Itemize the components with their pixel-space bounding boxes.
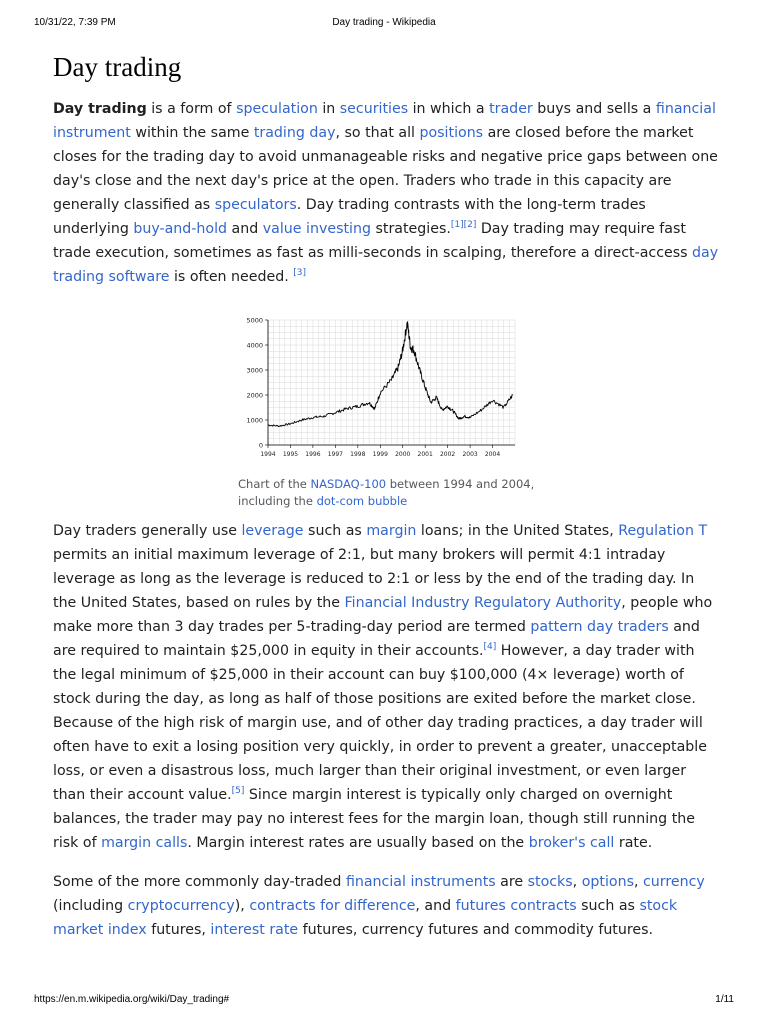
text: and (227, 221, 263, 237)
nasdaq-series-line (268, 322, 513, 427)
intro-paragraph (53, 97, 719, 289)
y-tick-label: 5000 (246, 316, 263, 325)
print-url: https://en.m.wikipedia.org/wiki/Day_trading# (34, 994, 230, 1005)
text: , (633, 874, 643, 890)
page-number: 1/11 (715, 994, 734, 1005)
link-futures-contracts[interactable]: futures contracts (455, 898, 577, 914)
link-securities[interactable]: securities (339, 101, 409, 117)
text: Day traders generally use (53, 523, 242, 539)
link-day-trading-software[interactable]: day trading software (53, 245, 719, 285)
link-positions[interactable]: positions (419, 125, 484, 141)
reference-link[interactable]: [4] (483, 642, 497, 652)
text: (including (53, 898, 128, 914)
figure-caption (238, 476, 538, 510)
print-date: 10/31/22, 7:39 PM (34, 17, 116, 28)
text: , so that all (335, 125, 420, 141)
link-currency[interactable]: currency (643, 874, 705, 890)
link-financial-instrument[interactable]: financial instrument (53, 101, 716, 141)
text: , people who make more than 3 day trades per 5-trading-day period are termed (53, 595, 713, 635)
text: rate. (614, 835, 653, 851)
link-trader[interactable]: trader (489, 101, 533, 117)
y-tick-label: 0 (258, 441, 263, 450)
text: Day trading may require fast trade execution, sometimes as fast as milli-seconds in scalping, therefore a direct-access (53, 221, 693, 261)
text: is often needed. (169, 269, 294, 285)
text: buys and sells a (532, 101, 656, 117)
link-regulation-t[interactable]: Regulation T (618, 523, 708, 539)
text: However, a day trader with the legal minimum of $25,000 in their account can buy $100,000 (4× leverage) worth of stock during the day, as long as half of those positions are exited before the market close. Because of the high risk of margin use, and of other day trading practices, a day trader will often have to exit a losing position very quickly, in order to prevent a greater, unacceptable loss, or even a disastrous loss, much larger than their original investment, or even larger than their account value. (53, 643, 707, 803)
x-tick-label: 1996 (305, 451, 321, 458)
link-options[interactable]: options (581, 874, 634, 890)
reference-link[interactable]: [2] (463, 220, 477, 230)
text: . Margin interest rates are usually based on the (187, 835, 529, 851)
text: between 1994 and 2004, including the (238, 477, 535, 508)
text: such as (303, 523, 367, 539)
text: , and (415, 898, 456, 914)
nasdaq-chart (238, 312, 530, 464)
link-pattern-day-traders[interactable]: pattern day traders (530, 619, 669, 635)
text: are closed before the market closes for the trading day to avoid unmanageable risks and negative price gaps between one day's close and the next day's price at the open. Traders who trade in this capacity are generally classified as (53, 125, 718, 213)
link-financial-instruments[interactable]: financial instruments (345, 874, 496, 890)
text: Chart of the (238, 477, 311, 491)
text: , (572, 874, 582, 890)
link-margin-calls[interactable]: margin calls (101, 835, 188, 851)
y-tick-label: 1000 (246, 416, 263, 425)
text: Since margin interest is typically only charged on overnight balances, the trader may pay no interest fees for the margin loan, though still running the risk of (53, 787, 695, 851)
link-value-investing[interactable]: value investing (262, 221, 371, 237)
link-interest-rate[interactable]: interest rate (210, 922, 299, 938)
link-nasdaq-100[interactable]: NASDAQ-100 (310, 477, 387, 491)
y-tick-label: 4000 (246, 341, 263, 350)
text: Some of the more commonly day-traded (53, 874, 346, 890)
reference-link[interactable]: [3] (293, 268, 307, 278)
reference-1[interactable] (451, 220, 464, 230)
text: within the same (130, 125, 254, 141)
text: futures, currency futures and commodity futures. (298, 922, 654, 938)
link-speculators[interactable]: speculators (214, 197, 297, 213)
link-brokers-call[interactable]: broker's call (528, 835, 615, 851)
text: permits an initial maximum leverage of 2:1, but many brokers will permit 4:1 intraday leverage as long as the leverage is reduced to 2:1 or less by the end of the trading day. In the United States, based on rules by the (53, 547, 695, 611)
bold-term: Day trading (53, 101, 147, 117)
y-tick-label: 2000 (246, 391, 263, 400)
x-tick-label: 1995 (282, 451, 299, 458)
print-title: Day trading - Wikipedia (332, 17, 436, 28)
x-tick-label: 1998 (350, 451, 366, 458)
link-cryptocurrency[interactable]: cryptocurrency (127, 898, 235, 914)
reference-4[interactable] (484, 642, 497, 652)
x-tick-label: 2003 (462, 451, 478, 458)
link-trading-day[interactable]: trading day (253, 125, 336, 141)
link-margin[interactable]: margin (366, 523, 417, 539)
x-tick-label: 1994 (260, 451, 276, 458)
text: futures, (146, 922, 211, 938)
leverage-paragraph (53, 519, 719, 855)
page-title: Day trading (53, 52, 182, 82)
reference-link[interactable]: [1] (450, 220, 464, 230)
link-buy-and-hold[interactable]: buy-and-hold (133, 221, 228, 237)
x-tick-label: 1999 (372, 451, 388, 458)
reference-5[interactable] (232, 786, 245, 796)
nasdaq-chart-figure[interactable] (238, 312, 530, 464)
reference-3[interactable] (293, 268, 306, 278)
text: ), (234, 898, 250, 914)
x-tick-label: 2000 (395, 451, 411, 458)
text: are (495, 874, 528, 890)
reference-2[interactable] (464, 220, 477, 230)
x-tick-label: 2004 (484, 451, 501, 458)
link-finra[interactable]: Financial Industry Regulatory Authority (344, 595, 622, 611)
link-dot-com-bubble[interactable]: dot-com bubble (316, 494, 408, 508)
y-tick-label: 3000 (246, 366, 263, 375)
text: is a form of (146, 101, 237, 117)
link-leverage[interactable]: leverage (241, 523, 304, 539)
x-tick-label: 2001 (417, 451, 433, 458)
instruments-paragraph (53, 870, 719, 942)
link-stock-market-index[interactable]: stock market index (53, 898, 678, 938)
text: . Day trading contrasts with the long-term trades underlying (53, 197, 646, 237)
link-speculation[interactable]: speculation (236, 101, 318, 117)
link-contracts-for-difference[interactable]: contracts for difference (249, 898, 416, 914)
text: in (317, 101, 340, 117)
x-tick-label: 1997 (327, 451, 344, 458)
text: such as (576, 898, 640, 914)
text: and are required to maintain $25,000 in equity in their accounts. (53, 619, 700, 659)
text: in which a (408, 101, 490, 117)
text: loans; in the United States, (416, 523, 619, 539)
text: strategies. (370, 221, 451, 237)
reference-link[interactable]: [5] (231, 786, 245, 796)
x-tick-label: 2002 (439, 451, 456, 458)
link-stocks[interactable]: stocks (527, 874, 573, 890)
